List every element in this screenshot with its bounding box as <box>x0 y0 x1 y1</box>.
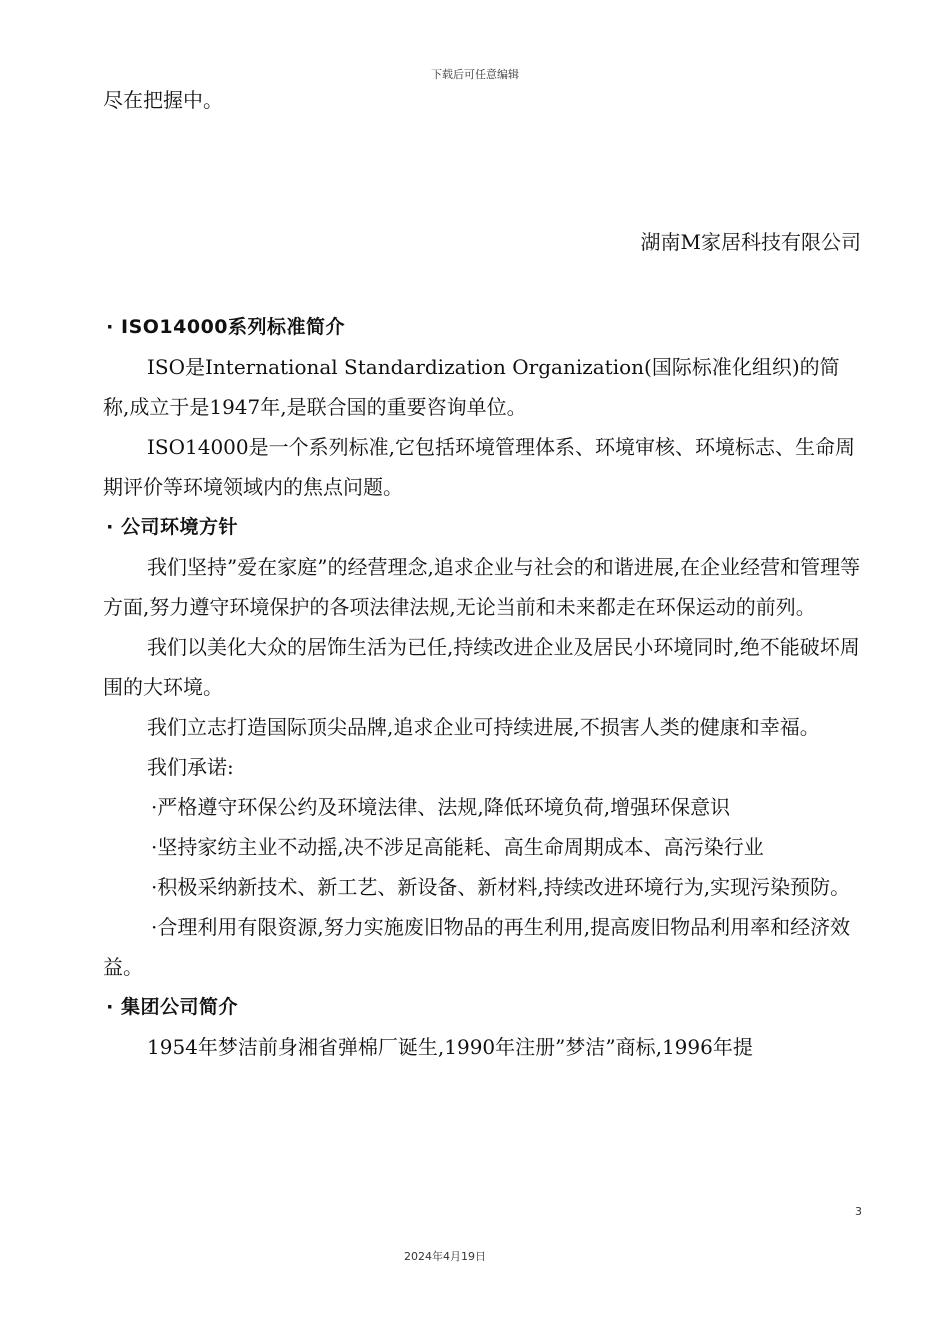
commitment-item: ·积极采纳新技术、新工艺、新设备、新材料,持续改进环境行为,实现污染预防。 <box>151 875 851 899</box>
paragraph: 我们以美化大众的居饰生活为已任,持续改进企业及居民小环境同时,绝不能破坏周围的大环境。 <box>103 635 860 699</box>
section-heading-group-intro <box>103 987 863 1027</box>
paragraph: 我们立志打造国际顶尖品牌,追求企业可持续进展,不损害人类的健康和幸福。 <box>147 715 820 739</box>
company-signature: 湖南M家居科技有限公司 <box>640 230 861 254</box>
paragraph: 我们坚持”爱在家庭”的经营理念,追求企业与社会的和谐进展,在企业经营和管理等方面,努力遵守环境保护的各项法律法规,无论当前和未来都走在环保运动的前列。 <box>103 555 861 619</box>
page-content <box>103 80 863 1067</box>
paragraph: ISO是International Standardization Organization(国际标准化组织)的简称,成立于是1947年,是联合国的重要咨询单位。 <box>103 355 840 419</box>
commitment-item: ·坚持家纺主业不动摇,决不涉足高能耗、高生命周期成本、高污染行业 <box>151 835 764 859</box>
spacer <box>103 262 863 307</box>
section-heading-label: 公司环境方针 <box>121 516 239 538</box>
spacer <box>103 120 863 222</box>
paragraph: 1954年梦洁前身湘省弹棉厂诞生,1990年注册”梦洁”商标,1996年提 <box>147 1035 753 1059</box>
paragraph: 我们承诺: <box>147 755 234 779</box>
bullet-icon: · <box>106 516 114 538</box>
section-heading-label: 集团公司简介 <box>121 996 239 1018</box>
commitment-item: ·合理利用有限资源,努力实施废旧物品的再生利用,提高废旧物品利用率和经济效益。 <box>103 915 851 979</box>
page-number: 3 <box>855 1205 862 1218</box>
opening-line: 尽在把握中。 <box>103 88 223 112</box>
bullet-icon: · <box>106 316 114 338</box>
section-heading-iso14000 <box>103 307 863 347</box>
footer-date: 2024年4月19日 <box>404 1250 486 1263</box>
commitment-item: ·严格遵守环保公约及环境法律、法规,降低环境负荷,增强环保意识 <box>151 795 731 819</box>
header-note: 下载后可任意编辑 <box>431 68 519 81</box>
section-heading-environment-policy <box>103 507 863 547</box>
paragraph: ISO14000是一个系列标准,它包括环境管理体系、环境审核、环境标志、生命周期评价等环境领域内的焦点问题。 <box>103 435 855 499</box>
bullet-icon: · <box>106 996 114 1018</box>
section-heading-label: ISO14000系列标准简介 <box>121 316 346 338</box>
